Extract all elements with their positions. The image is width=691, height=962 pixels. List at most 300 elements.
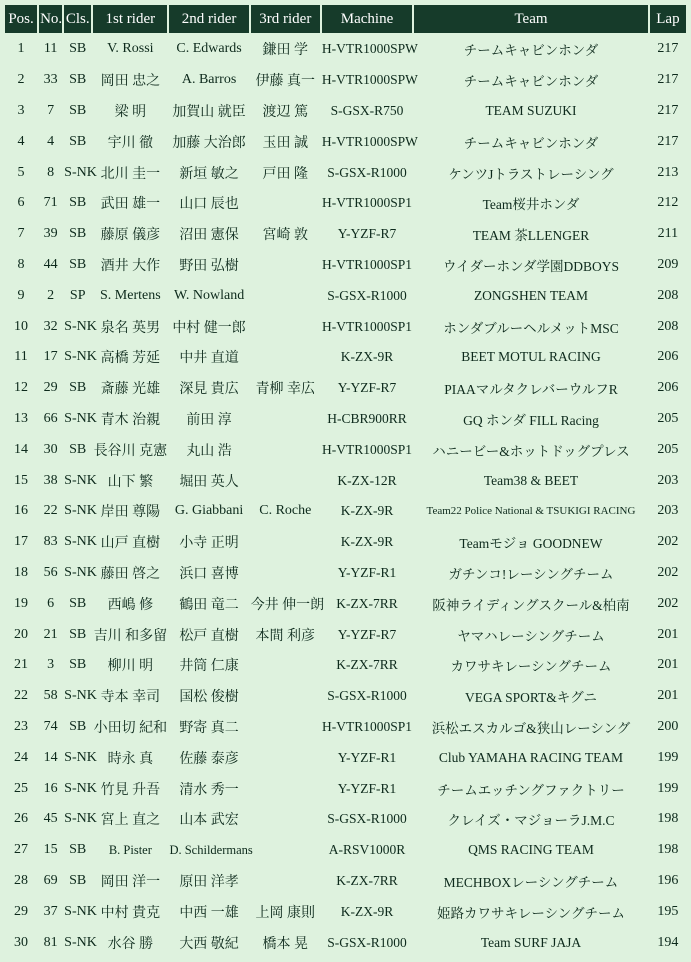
cell-machine: K-ZX-7RR [336, 657, 398, 673]
cell-pos: 4 [17, 133, 25, 149]
cell-rider1: B. Pister [108, 842, 152, 857]
cell-team: チームエッチングファクトリー [437, 782, 625, 798]
cell-lap: 202 [657, 595, 679, 611]
cell-cls: SP [69, 287, 86, 303]
header-cell-machine: Machine [322, 5, 412, 33]
cell-pos: 25 [14, 780, 29, 796]
cell-cls: S-NK [64, 503, 97, 519]
cell-rider3 [251, 682, 320, 711]
cell-no: 7 [47, 102, 55, 118]
header-cell-rider1: 1st rider [93, 5, 167, 33]
cell-team: VEGA SPORT&キグニ [464, 690, 598, 706]
header-cell-no: No. [39, 5, 62, 33]
cell-no: 30 [43, 441, 58, 457]
cell-team: ウイダーホンダ学園DDBOYS [442, 258, 620, 274]
cell-rider2: 山本 武宏 [179, 813, 239, 829]
cell-pos: 6 [17, 195, 25, 211]
cell-no: 33 [43, 72, 58, 88]
cell-no: 29 [43, 380, 58, 396]
cell-rider1: 時永 真 [107, 751, 154, 767]
table-row [5, 189, 686, 218]
cell-team: PIAAマルタクレバーウルフR [444, 382, 618, 398]
cell-rider3 [251, 528, 320, 557]
cell-rider1: 高橋 芳延 [100, 351, 161, 367]
cell-no: 58 [43, 688, 58, 704]
cell-rider3: 渡辺 篤 [262, 104, 309, 120]
cell-lap: 202 [657, 564, 679, 580]
cell-rider3 [251, 774, 320, 803]
cell-cls: SB [69, 441, 87, 457]
cell-rider1: 岡田 忠之 [100, 74, 161, 90]
table-row [5, 374, 686, 403]
cell-lap: 202 [657, 534, 679, 550]
cell-rider1: 岸田 尊陽 [100, 505, 161, 521]
table-row [5, 836, 686, 865]
cell-rider2: W. Nowland [173, 287, 245, 303]
cell-cls: SB [69, 872, 87, 888]
cell-rider1: 竹見 升吾 [100, 782, 161, 798]
cell-rider1: 小田切 紀和 [93, 720, 168, 736]
cell-no: 11 [43, 41, 58, 57]
cell-machine: A-RSV1000R [328, 842, 406, 858]
cell-lap: 217 [657, 102, 679, 118]
table-row [5, 682, 686, 711]
table-row [5, 497, 686, 526]
cell-pos: 27 [14, 842, 29, 858]
cell-lap: 213 [657, 164, 679, 180]
cell-machine: S-GSX-R1000 [327, 811, 407, 827]
cell-pos: 18 [14, 564, 29, 580]
cell-lap: 203 [657, 503, 679, 519]
table-row [5, 66, 686, 95]
cell-rider1: 寺本 幸司 [100, 690, 161, 706]
cell-rider2: 原田 洋孝 [179, 874, 239, 890]
cell-cls: SB [69, 41, 87, 57]
cell-rider2: 野寄 真二 [179, 720, 239, 736]
cell-rider1: 山戸 直樹 [100, 536, 161, 552]
cell-rider1: 西嶋 修 [107, 597, 154, 613]
cell-rider2: 松戸 直樹 [179, 628, 239, 644]
cell-lap: 198 [657, 842, 679, 858]
cell-lap: 211 [657, 226, 679, 242]
race-results-table [3, 3, 688, 959]
cell-team: TEAM 茶LLENGER [472, 228, 590, 244]
cell-rider2: 大西 敬紀 [179, 936, 239, 952]
table-row [5, 805, 686, 834]
cell-cls: S-NK [64, 472, 97, 488]
table-row [5, 281, 686, 310]
cell-machine: H-VTR1000SP1 [322, 318, 413, 334]
cell-pos: 23 [14, 718, 29, 734]
cell-lap: 198 [657, 811, 679, 827]
cell-team: チームキャビンホンダ [463, 74, 599, 90]
cell-rider3: 上岡 康則 [255, 905, 316, 921]
cell-lap: 212 [657, 195, 679, 211]
cell-rider3: 本間 利彦 [255, 628, 316, 644]
cell-no: 8 [47, 164, 55, 180]
cell-cls: S-NK [64, 934, 97, 950]
cell-cls: SB [69, 102, 87, 118]
cell-lap: 209 [657, 256, 679, 272]
cell-pos: 8 [17, 256, 25, 272]
cell-rider2: 丸山 浩 [186, 443, 232, 459]
cell-pos: 24 [14, 749, 29, 765]
cell-rider1: 長谷川 克憲 [93, 443, 168, 459]
cell-team: クレイズ・マジョーラJ.M.C [447, 813, 615, 829]
cell-cls: SB [69, 133, 87, 149]
cell-rider2: D. Schildermans [169, 842, 253, 857]
cell-pos: 28 [14, 872, 29, 888]
cell-rider2: 加藤 大治郎 [172, 135, 246, 151]
cell-rider3 [251, 559, 320, 588]
header-cell-team: Team [414, 5, 648, 33]
cell-no: 32 [43, 318, 58, 334]
header-row [5, 5, 686, 33]
cell-cls: SB [69, 657, 87, 673]
cell-rider3: 宮崎 敦 [262, 228, 309, 244]
cell-rider2: 堀田 英人 [179, 474, 239, 490]
cell-machine: H-VTR1000SPW [321, 133, 418, 149]
cell-cls: S-NK [64, 903, 97, 919]
cell-cls: S-NK [64, 564, 97, 580]
cell-rider1: 北川 圭一 [100, 166, 161, 182]
cell-lap: 217 [657, 72, 679, 88]
cell-rider1: 酒井 大作 [100, 258, 161, 274]
cell-machine: H-VTR1000SP1 [322, 441, 413, 457]
cell-machine: H-VTR1000SPW [321, 72, 418, 88]
cell-rider1: 山下 繁 [107, 474, 154, 490]
cell-rider2: 前田 淳 [186, 412, 232, 428]
cell-cls: SB [69, 226, 87, 242]
cell-rider2: 新垣 敏之 [179, 166, 239, 182]
cell-team: MECHBOXレーシングチーム [443, 874, 619, 890]
cell-machine: K-ZX-9R [340, 349, 394, 365]
cell-machine: S-GSX-R750 [330, 102, 404, 118]
cell-lap: 196 [657, 872, 679, 888]
cell-cls: SB [69, 195, 87, 211]
cell-rider1: V. Rossi [107, 41, 154, 57]
cell-rider1: 梁 明 [114, 104, 147, 120]
cell-machine: K-ZX-9R [340, 503, 394, 519]
table-row [5, 127, 686, 156]
cell-rider3 [251, 405, 320, 434]
cell-machine: Y-YZF-R7 [337, 226, 397, 242]
cell-no: 66 [43, 410, 58, 426]
cell-machine: K-ZX-7RR [336, 595, 398, 611]
cell-no: 6 [47, 595, 55, 611]
cell-cls: S-NK [64, 349, 97, 365]
cell-no: 69 [43, 872, 58, 888]
cell-team: カワサキレーシングチーム [450, 659, 612, 675]
cell-rider1: 中村 貴克 [100, 905, 161, 921]
cell-team: BEET MOTUL RACING [461, 349, 601, 365]
cell-no: 3 [47, 657, 55, 673]
cell-pos: 10 [14, 318, 29, 334]
table-row [5, 620, 686, 649]
cell-cls: S-NK [64, 811, 97, 827]
cell-rider1: 宮上 直之 [100, 813, 161, 829]
cell-cls: SB [69, 380, 87, 396]
cell-cls: S-NK [64, 688, 97, 704]
cell-pos: 1 [17, 41, 25, 57]
cell-rider3 [251, 743, 320, 772]
cell-pos: 17 [14, 534, 29, 550]
cell-rider2: 井筒 仁康 [179, 659, 239, 675]
cell-pos: 22 [14, 688, 29, 704]
cell-team: ガチンコ!レーシングチーム [448, 566, 614, 582]
cell-lap: 200 [657, 718, 679, 734]
cell-lap: 194 [657, 934, 679, 950]
cell-team: チームキャビンホンダ [463, 43, 599, 59]
cell-team: 浜松エスカルゴ&狭山レーシング [431, 720, 631, 736]
cell-team: ホンダブルーヘルメットMSC [443, 320, 619, 336]
cell-pos: 5 [17, 164, 25, 180]
cell-rider1: 武田 雄一 [100, 197, 161, 213]
table-row [5, 897, 686, 926]
cell-cls: S-NK [64, 534, 97, 550]
cell-no: 81 [43, 934, 58, 950]
cell-lap: 208 [657, 318, 679, 334]
table-row [5, 97, 686, 126]
cell-lap: 206 [657, 380, 679, 396]
cell-rider2: 鶴田 竜二 [179, 597, 239, 613]
cell-no: 2 [47, 287, 55, 303]
cell-team: TEAM SUZUKI [485, 102, 577, 118]
cell-rider3 [251, 281, 320, 310]
cell-team: Teamモジョ GOODNEW [459, 536, 603, 552]
cell-rider1: 柳川 明 [107, 659, 154, 675]
cell-rider2: 中井 直道 [179, 351, 239, 367]
cell-rider3: 戸田 隆 [262, 166, 309, 182]
cell-pos: 30 [14, 934, 29, 950]
cell-rider2: 深見 貴広 [179, 382, 239, 398]
cell-rider1: 宇川 徹 [107, 135, 154, 151]
table-row [5, 312, 686, 341]
cell-no: 56 [43, 564, 58, 580]
cell-cls: SB [69, 626, 87, 642]
cell-lap: 205 [657, 441, 679, 457]
cell-rider3 [251, 435, 320, 464]
cell-lap: 205 [657, 410, 679, 426]
cell-rider3 [251, 651, 320, 680]
cell-rider2: 沼田 憲保 [179, 228, 239, 244]
cell-team: ハニービー&ホットドッグプレス [432, 443, 630, 459]
cell-rider2: 佐藤 泰彦 [179, 751, 239, 767]
cell-rider2: 清水 秀一 [179, 782, 239, 798]
cell-machine: K-ZX-12R [337, 472, 397, 488]
cell-no: 37 [43, 903, 58, 919]
cell-machine: S-GSX-R1000 [327, 164, 407, 180]
cell-team: 姫路カワサキレーシングチーム [437, 905, 625, 921]
cell-rider3 [251, 251, 320, 280]
cell-lap: 217 [657, 41, 679, 57]
cell-no: 16 [43, 780, 58, 796]
table-row [5, 743, 686, 772]
cell-cls: S-NK [64, 780, 97, 796]
cell-pos: 11 [14, 349, 28, 365]
cell-cls: SB [69, 842, 87, 858]
cell-pos: 20 [14, 626, 29, 642]
table-row [5, 251, 686, 280]
header-cell-pos: Pos. [5, 5, 37, 33]
cell-rider2: A. Barros [181, 72, 237, 88]
cell-cls: SB [69, 256, 87, 272]
cell-machine: Y-YZF-R1 [337, 780, 397, 796]
cell-team: Team SURF JAJA [480, 934, 582, 950]
cell-machine: Y-YZF-R1 [337, 564, 397, 580]
cell-rider3 [251, 189, 320, 218]
cell-team: QMS RACING TEAM [468, 842, 594, 858]
table-row [5, 435, 686, 464]
cell-machine: S-GSX-R1000 [327, 287, 407, 303]
cell-machine: S-GSX-R1000 [327, 934, 407, 950]
cell-machine: Y-YZF-R7 [337, 380, 397, 396]
cell-rider3 [251, 836, 320, 865]
cell-pos: 2 [17, 72, 25, 88]
cell-rider1: 吉川 和多留 [93, 628, 168, 644]
cell-rider1: 斎藤 光雄 [100, 382, 161, 398]
cell-rider2: C. Edwards [176, 41, 242, 57]
cell-machine: H-VTR1000SP1 [322, 256, 413, 272]
cell-team: Team22 Police National & TSUKIGI RACING [426, 505, 636, 518]
cell-rider1: 岡田 洋一 [100, 874, 161, 890]
cell-rider3 [251, 805, 320, 834]
header-cell-rider2: 2nd rider [169, 5, 248, 33]
table-row [5, 774, 686, 803]
cell-no: 4 [47, 133, 55, 149]
cell-pos: 7 [17, 226, 25, 242]
cell-no: 39 [43, 226, 58, 242]
cell-rider3 [251, 713, 320, 742]
cell-machine: K-ZX-7RR [336, 872, 398, 888]
table-row [5, 589, 686, 618]
cell-lap: 208 [657, 287, 679, 303]
cell-team: GQ ホンダ FILL Racing [463, 412, 599, 428]
cell-no: 83 [43, 534, 58, 550]
cell-lap: 199 [657, 749, 679, 765]
cell-rider2: 加賀山 就臣 [172, 104, 246, 120]
cell-lap: 201 [657, 626, 679, 642]
cell-rider3 [251, 312, 320, 341]
cell-no: 74 [43, 718, 58, 734]
cell-rider2: G. Giabbani [174, 503, 244, 519]
cell-rider3 [251, 343, 320, 372]
cell-cls: S-NK [64, 749, 97, 765]
cell-pos: 16 [14, 503, 29, 519]
cell-no: 38 [43, 472, 58, 488]
cell-rider1: 藤田 啓之 [100, 566, 161, 582]
table-row [5, 651, 686, 680]
cell-cls: SB [69, 595, 87, 611]
cell-pos: 9 [17, 287, 25, 303]
cell-no: 44 [43, 256, 58, 272]
table-row [5, 220, 686, 249]
cell-no: 15 [43, 842, 58, 858]
header-cell-cls: Cls. [64, 5, 91, 33]
cell-machine: H-VTR1000SP1 [322, 195, 413, 211]
cell-lap: 217 [657, 133, 679, 149]
cell-pos: 29 [14, 903, 29, 919]
cell-rider2: 野田 弘樹 [179, 258, 239, 274]
table-row [5, 559, 686, 588]
cell-lap: 199 [657, 780, 679, 796]
cell-pos: 12 [14, 380, 29, 396]
cell-rider1: 青木 治親 [100, 412, 161, 428]
cell-rider2: 国松 俊樹 [179, 690, 239, 706]
cell-lap: 201 [657, 688, 679, 704]
cell-cls: SB [69, 72, 87, 88]
cell-rider3 [251, 867, 320, 896]
cell-rider3: C. Roche [259, 503, 312, 519]
cell-rider1: 泉名 英男 [100, 320, 161, 336]
cell-no: 45 [43, 811, 58, 827]
cell-team: Team38 & BEET [483, 472, 579, 488]
cell-rider2: 浜口 喜博 [179, 566, 239, 582]
cell-cls: SB [69, 718, 87, 734]
table-row [5, 528, 686, 557]
cell-rider2: 小寺 正明 [179, 536, 239, 552]
cell-team: ZONGSHEN TEAM [473, 287, 589, 303]
cell-machine: S-GSX-R1000 [327, 688, 407, 704]
cell-lap: 203 [657, 472, 679, 488]
cell-team: ヤマハレーシングチーム [457, 628, 605, 644]
cell-rider3: 鎌田 学 [262, 43, 309, 59]
cell-rider3: 橋本 晃 [262, 936, 309, 952]
cell-cls: S-NK [64, 410, 97, 426]
cell-team: 阪神ライディングスクール&柏南 [432, 597, 630, 613]
cell-cls: S-NK [64, 164, 97, 180]
cell-machine: H-VTR1000SPW [321, 41, 418, 57]
table-row [5, 867, 686, 896]
table-body [5, 35, 686, 957]
table-row [5, 713, 686, 742]
cell-rider1: 藤原 儀彦 [100, 228, 161, 244]
cell-rider3 [251, 466, 320, 495]
cell-rider1: S. Mertens [100, 287, 161, 303]
cell-pos: 3 [17, 102, 25, 118]
table-row [5, 928, 686, 957]
cell-rider3: 今井 伸一朗 [250, 597, 325, 613]
cell-team: Team桜井ホンダ [482, 197, 580, 213]
cell-pos: 26 [14, 811, 29, 827]
cell-pos: 13 [14, 410, 29, 426]
cell-pos: 19 [14, 595, 29, 611]
cell-rider3: 伊藤 真一 [255, 74, 316, 90]
cell-no: 22 [43, 503, 58, 519]
cell-rider2: 中西 一雄 [179, 905, 239, 921]
cell-machine: Y-YZF-R7 [337, 626, 397, 642]
cell-no: 71 [43, 195, 58, 211]
table-row [5, 158, 686, 187]
cell-machine: K-ZX-9R [340, 903, 394, 919]
cell-pos: 15 [14, 472, 29, 488]
header-cell-rider3: 3rd rider [251, 5, 320, 33]
table-row [5, 35, 686, 64]
header-cell-lap: Lap [650, 5, 686, 33]
cell-cls: S-NK [64, 318, 97, 334]
cell-no: 21 [43, 626, 58, 642]
table-header [5, 5, 686, 33]
cell-machine: Y-YZF-R1 [337, 749, 397, 765]
cell-no: 14 [43, 749, 58, 765]
cell-pos: 14 [14, 441, 29, 457]
cell-rider3: 青柳 幸広 [255, 382, 316, 398]
cell-team: ケンツJトラストレーシング [448, 166, 614, 182]
table-row [5, 405, 686, 434]
table-row [5, 343, 686, 372]
table-row [5, 466, 686, 495]
cell-rider2: 中村 健一郎 [172, 320, 246, 336]
